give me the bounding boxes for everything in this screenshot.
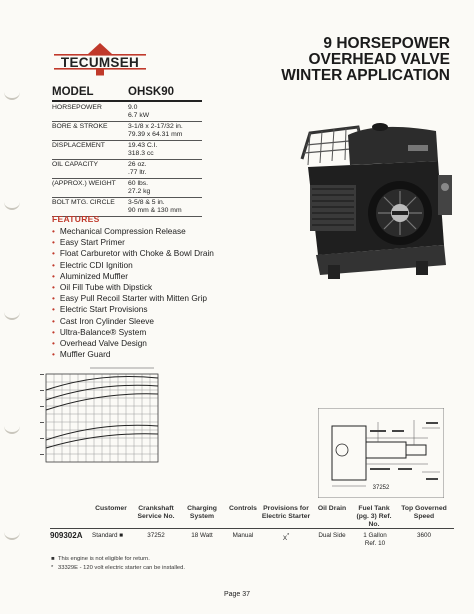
model-number: 909302A <box>50 531 83 540</box>
axis-ticks <box>40 374 44 455</box>
col-fuel-tank: Fuel Tank (pg. 3) Ref. No. <box>356 505 392 528</box>
feature-item: • Ultra-Balance® System <box>52 327 214 338</box>
feature-item: • Electric Start Provisions <box>52 304 214 315</box>
cell-oil-drain: Dual Side <box>318 532 346 539</box>
spec-label: (APPROX.) WEIGHT <box>52 180 116 187</box>
spec-value: 26 oz. .77 ltr. <box>128 161 147 176</box>
spec-row-bore-stroke <box>52 122 202 141</box>
cell-controls: Manual <box>232 532 254 539</box>
spec-value: 3-5/8 & 5 in. 90 mm & 130 mm <box>128 199 182 214</box>
binder-hole <box>4 426 20 434</box>
cell-crankshaft: 37252 <box>147 532 165 539</box>
col-governed-speed: Top Governed Speed <box>401 505 447 520</box>
engine-photo <box>288 115 458 290</box>
cell-governed-speed: 3600 <box>416 532 431 539</box>
spec-value: 19.43 C.I. 318.3 cc <box>128 142 158 157</box>
title-line-2: OVERHEAD VALVE <box>308 51 450 68</box>
col-controls: Controls <box>229 505 257 512</box>
spec-label: OIL CAPACITY <box>52 161 99 168</box>
col-crankshaft: Crankshaft Service No. <box>137 505 175 520</box>
spec-label: DISPLACEMENT <box>52 142 105 149</box>
spec-value: 3-1/8 x 2-17/32 in. 79.39 x 64.31 mm <box>128 123 183 138</box>
binder-hole <box>4 92 20 100</box>
feature-item: • Aluminized Muffler <box>52 271 214 282</box>
cell-charging: 18 Watt <box>191 532 213 539</box>
feature-item: • Mechanical Compression Release <box>52 226 214 237</box>
feature-item: • Overhead Valve Design <box>52 338 214 349</box>
title-line-1: 9 HORSEPOWER <box>323 35 450 52</box>
spec-header-label: MODEL <box>52 86 94 98</box>
feature-item: • Easy Pull Recoil Starter with Mitten Grip <box>52 293 214 304</box>
spec-table-header <box>52 86 202 102</box>
spec-header-value: OHSK90 <box>128 86 175 98</box>
spec-label: BOLT MTG. CIRCLE <box>52 199 115 206</box>
col-provisions: Provisions for Electric Starter <box>261 505 311 520</box>
feature-item: • Cast Iron Cylinder Sleeve <box>52 316 214 327</box>
footnote-2: * 33329E - 120 volt electric starter can be installed. <box>51 565 185 571</box>
binder-hole <box>4 202 20 210</box>
feature-item: • Oil Fill Tube with Dipstick <box>52 282 214 293</box>
table-rule <box>50 528 454 529</box>
feature-item: • Electric CDI Ignition <box>52 260 214 271</box>
feature-item: • Muffler Guard <box>52 349 214 360</box>
performance-chart <box>30 360 180 490</box>
cell-fuel-tank: 1 Gallon Ref. 10 <box>363 532 387 547</box>
cell-customer: Standard ■ <box>92 532 124 539</box>
col-charging: Charging System <box>187 505 217 520</box>
title-line-3: WINTER APPLICATION <box>281 67 450 84</box>
col-oil-drain: Oil Drain <box>317 505 347 512</box>
features-heading: FEATURES <box>52 214 100 224</box>
cell-provisions: X* <box>282 533 290 543</box>
spec-row-horsepower <box>52 103 202 122</box>
spec-row-oil-capacity <box>52 160 202 179</box>
spec-row-weight <box>52 179 202 198</box>
brand-name: TECUMSEH <box>60 55 140 70</box>
spec-label: BORE & STROKE <box>52 123 108 130</box>
page-title <box>281 36 450 84</box>
footnote-1: ■ This engine is not eligible for return. <box>51 556 150 562</box>
spec-row-displacement <box>52 141 202 160</box>
spec-value: 60 lbs. 27.2 kg <box>128 180 151 195</box>
feature-item: • Float Carburetor with Choke & Bowl Drain <box>52 248 214 259</box>
col-customer: Customer <box>95 505 127 512</box>
feature-item: • Easy Start Primer <box>52 237 214 248</box>
spec-value: 9.0 6.7 kW <box>128 104 150 119</box>
spec-table <box>52 103 202 217</box>
drawing-ref: 37252 <box>372 485 390 491</box>
binder-hole <box>4 532 20 540</box>
page-number: Page 37 <box>223 591 251 598</box>
binder-hole <box>4 312 20 320</box>
features-list <box>52 226 214 360</box>
spec-label: HORSEPOWER <box>52 104 102 111</box>
